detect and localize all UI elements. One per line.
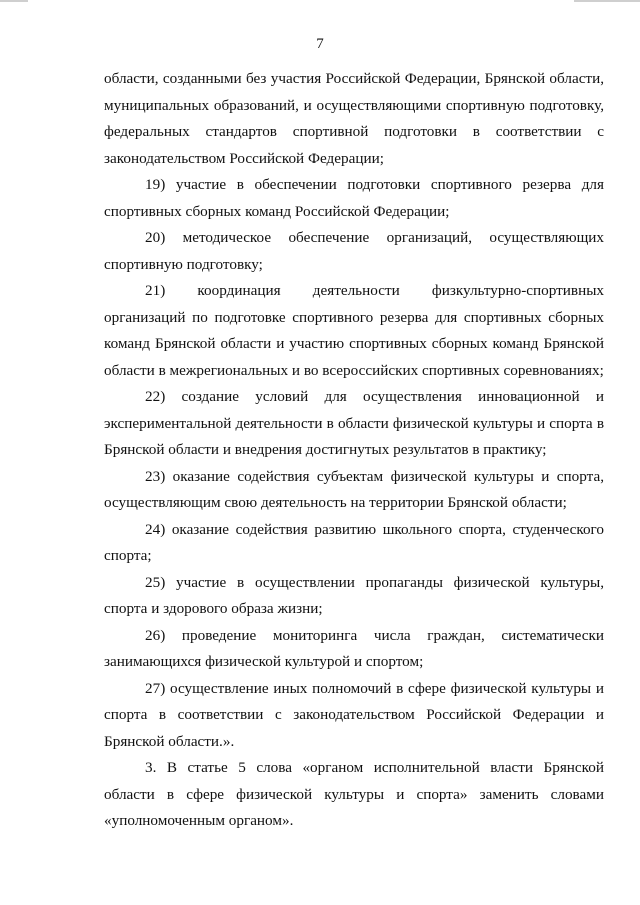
paragraph-item-23: 23) оказание содействия субъектам физической культуры и спорта, осуществляющим свою деятельность на территории Брянской области;: [104, 467, 604, 511]
paragraph-item-19: 19) участие в обеспечении подготовки спортивного резерва для спортивных сборных команд Российской Федерации;: [104, 176, 604, 220]
scan-edge-mark-left: [0, 0, 28, 2]
page-number: 7: [316, 36, 324, 52]
paragraph-continuation: области, созданными без участия Российской Федерации, Брянской области, муниципальных образований, и осуществляющими спортивную подготовку, федеральных стандартов спортивной подготовки в соответствии с законодательством Российской Федерации;: [104, 70, 604, 167]
paragraph-item-20: 20) методическое обеспечение организаций, осуществляющих спортивную подготовку;: [104, 229, 604, 273]
paragraph-item-21: 21) координация деятельности физкультурно-спортивных организаций по подготовке спортивного резерва для спортивных сборных команд Брянской области и участию спортивных сборных команд Брянской области в межрегиональных и во всероссийских спортивных соревнованиях;: [104, 282, 604, 379]
paragraph-section-3: 3. В статье 5 слова «органом исполнительной власти Брянской области в сфере физической культуры и спорта» заменить словами «уполномоченным органом».: [104, 759, 604, 829]
document-body: [104, 66, 604, 835]
scan-edge-mark-right: [574, 0, 640, 2]
paragraph-item-26: 26) проведение мониторинга числа граждан, систематически занимающихся физической культурой и спортом;: [104, 626, 604, 670]
paragraph-item-27: 27) осуществление иных полномочий в сфере физической культуры и спорта в соответствии с законодательством Российской Федерации и Брянской области.».: [104, 679, 604, 750]
paragraph-item-22: 22) создание условий для осуществления инновационной и экспериментальной деятельности в области физической культуры и спорта в Брянской области и внедрения достигнутых результатов в практику;: [104, 388, 604, 458]
paragraph-item-24: 24) оказание содействия развитию школьного спорта, студенческого спорта;: [104, 520, 604, 564]
paragraph-item-25: 25) участие в осуществлении пропаганды физической культуры, спорта и здорового образа жизни;: [104, 573, 604, 617]
